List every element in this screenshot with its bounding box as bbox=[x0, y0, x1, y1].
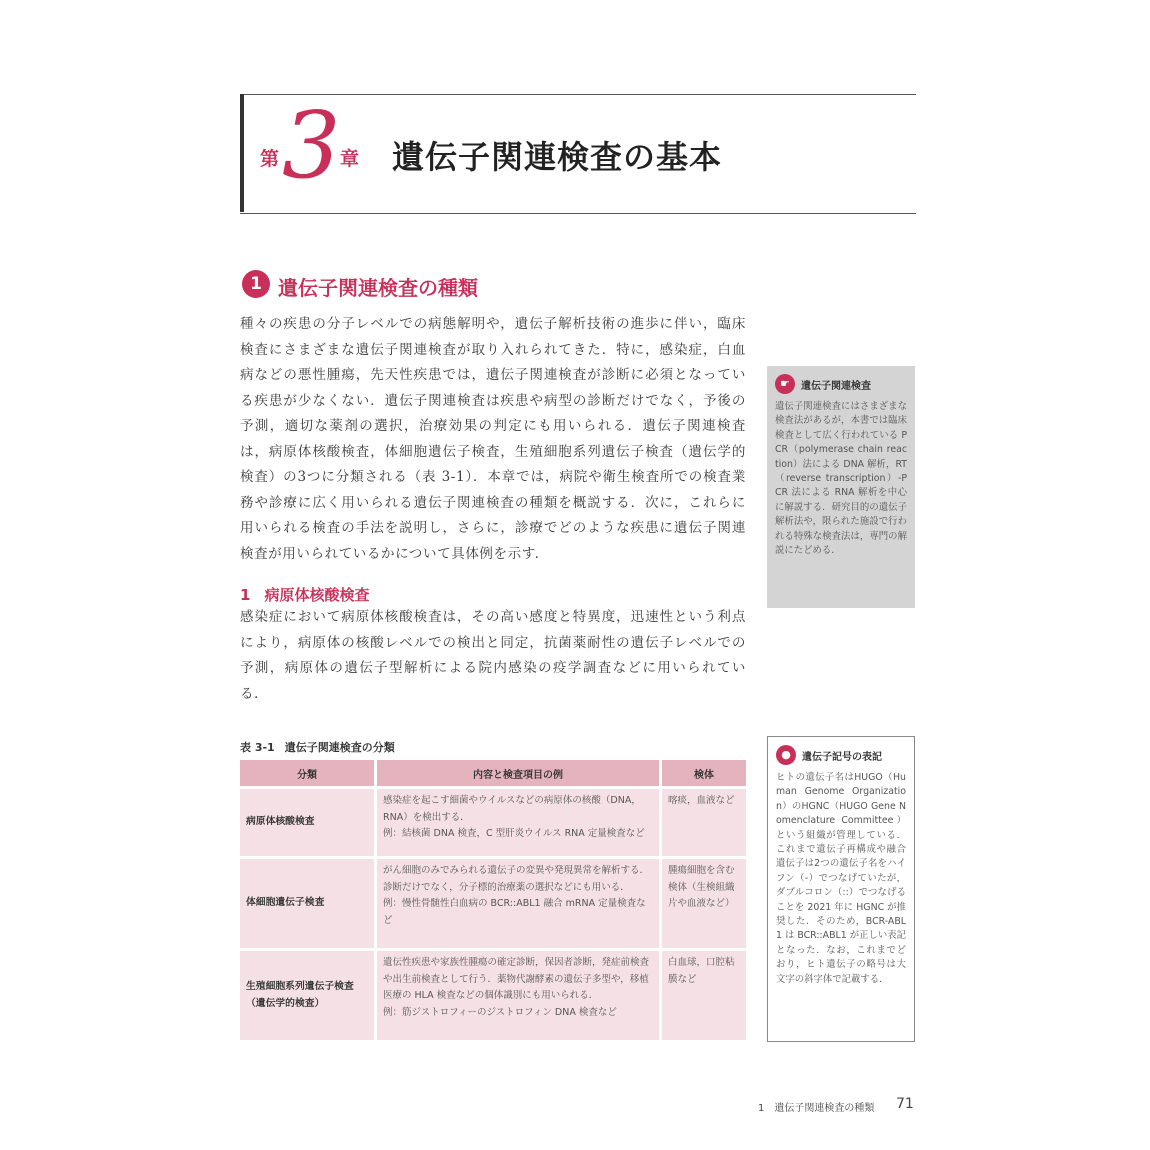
section-number-badge: 1 bbox=[242, 270, 270, 298]
side-note-title: 遺伝子関連検査 bbox=[801, 380, 871, 392]
side-note-header bbox=[768, 737, 914, 769]
running-footer bbox=[758, 1099, 874, 1114]
page-number: 71 bbox=[896, 1096, 914, 1112]
table-cell-description: がん細胞のみでみられる遺伝子の変異や発現異常を解析する．診断だけでなく，分子標的治療薬の選択などにも用いる． 例：慢性骨髄性白血病の BCR::ABL1 融合 mRNA 定量検査など bbox=[377, 856, 662, 948]
footer-section-number: 1 bbox=[758, 1103, 765, 1114]
chapter-header-bar bbox=[240, 94, 244, 212]
table-cell-description: 感染症を起こす細菌やウイルスなどの病原体の核酸（DNA，RNA）を検出する． 例：結核菌 DNA 検査，C 型肝炎ウイルス RNA 定量検査など bbox=[377, 786, 662, 856]
table-caption-label: 表 3-1 bbox=[240, 741, 275, 754]
subsection-paragraph: 感染症において病原体核酸検査は，その高い感度と特異度，迅速性という利点により，病原体の核酸レベルでの検出と同定，抗菌薬耐性の遺伝子レベルでの予測，病原体の遺伝子型解析による院内感染の疫学調査などに用いられている． bbox=[240, 609, 746, 702]
side-note-body: ヒトの遺伝子名はHUGO（Human Genome Organization）のHGNC（HUGO Gene Nomenclature Committee）という組織が管理している．これまで遺伝子再構成や融合遺伝子は2つの遺伝子名をハイフン（-）でつなげていたが，ダブルコロン（::）でつなげることを 2021 年に HGNC が推奨した．そのため，BCR-ABL1 は BCR::ABL1 が正しい表記となった．なお，これまでどおり，ヒト遺伝子の略号は大文字の斜字体で記載する． bbox=[776, 772, 906, 985]
table-row bbox=[240, 948, 746, 1040]
subsection-heading bbox=[240, 584, 369, 605]
subsection-number: 1 bbox=[240, 586, 251, 604]
table-cell-category: 体細胞遺伝子検査 bbox=[240, 856, 377, 948]
side-note-title: 遺伝子記号の表記 bbox=[802, 751, 882, 763]
chapter-prefix: 第 bbox=[260, 148, 280, 170]
side-note-genetic-testing bbox=[767, 366, 915, 608]
side-note-header bbox=[767, 366, 915, 398]
section-title: 遺伝子関連検査の種類 bbox=[278, 276, 478, 300]
table-header-specimen: 検体 bbox=[662, 760, 746, 786]
table-cell-category: 病原体核酸検査 bbox=[240, 786, 377, 856]
chapter-suffix: 章 bbox=[340, 148, 360, 170]
table-row bbox=[240, 786, 746, 856]
chapter-title: 遺伝子関連検査の基本 bbox=[392, 138, 723, 176]
table-cell-description: 遺伝性疾患や家族性腫瘍の確定診断，保因者診断，発症前検査や出生前検査として行う．薬物代謝酵素の遺伝子多型や，移植医療の HLA 検査などの個体識別にも用いられる． 例：筋ジストロフィーのジストロフィン DNA 検査など bbox=[377, 948, 662, 1040]
side-note-body: 遺伝子関連検査にはさまざまな検査法があるが，本書では臨床検査として広く行われている PCR（polymerase chain reaction）法による DNA 解析，RT（reverse transcription）-PCR 法による RNA 解析を中心に解説する．研究目的の遺伝子解析法や，限られた施設で行われる特殊な検査法は，専門の解説にたどめる． bbox=[775, 401, 907, 557]
person-icon: ● bbox=[776, 745, 796, 765]
table-header-category: 分類 bbox=[240, 760, 377, 786]
classification-table bbox=[240, 760, 746, 1040]
table-cell-category: 生殖細胞系列遺伝子検査（遺伝学的検査） bbox=[240, 948, 377, 1040]
side-note-gene-notation bbox=[767, 736, 915, 1042]
table-cell-specimen: 腫瘍細胞を含む検体（生検組織片や血液など） bbox=[662, 856, 746, 948]
table-cell-specimen: 白血球，口腔粘膜など bbox=[662, 948, 746, 1040]
table-row bbox=[240, 856, 746, 948]
hand-pointer-icon: ☛ bbox=[775, 374, 795, 394]
section-paragraph: 種々の疾患の分子レベルでの病態解明や，遺伝子解析技術の進歩に伴い，臨床検査にさまざまな遺伝子関連検査が取り入れられてきた．特に，感染症，白血病などの悪性腫瘍，先天性疾患では，遺伝子関連検査が診断に必須となっている疾患が少なくない．遺伝子関連検査は疾患や病型の診断だけでなく，予後の予測，適切な薬剤の選択，治療効果の判定にも用いられる．遺伝子関連検査は，病原体核酸検査，体細胞遺伝子検査，生殖細胞系列遺伝子検査（遺伝学的検査）の3つに分類される（表 3-1）．本章では，病院や衛生検査所での検査業務や診療に広く用いられる遺伝子関連検査の種類を概説する．次に，これらに用いられる検査の手法を説明し，さらに，診療でどのような疾患に遺伝子関連検査が用いられているかについて具体例を示す． bbox=[240, 316, 746, 562]
table-cell-specimen: 喀痰，血液など bbox=[662, 786, 746, 856]
subsection-title: 病原体核酸検査 bbox=[264, 586, 370, 604]
table-header-row bbox=[240, 760, 746, 786]
table-caption-title: 遺伝子関連検査の分類 bbox=[284, 741, 395, 754]
table-header-description: 内容と検査項目の例 bbox=[377, 760, 662, 786]
footer-section-title: 遺伝子関連検査の種類 bbox=[774, 1103, 875, 1114]
table-caption bbox=[240, 739, 395, 755]
chapter-number: 3 bbox=[282, 92, 341, 199]
